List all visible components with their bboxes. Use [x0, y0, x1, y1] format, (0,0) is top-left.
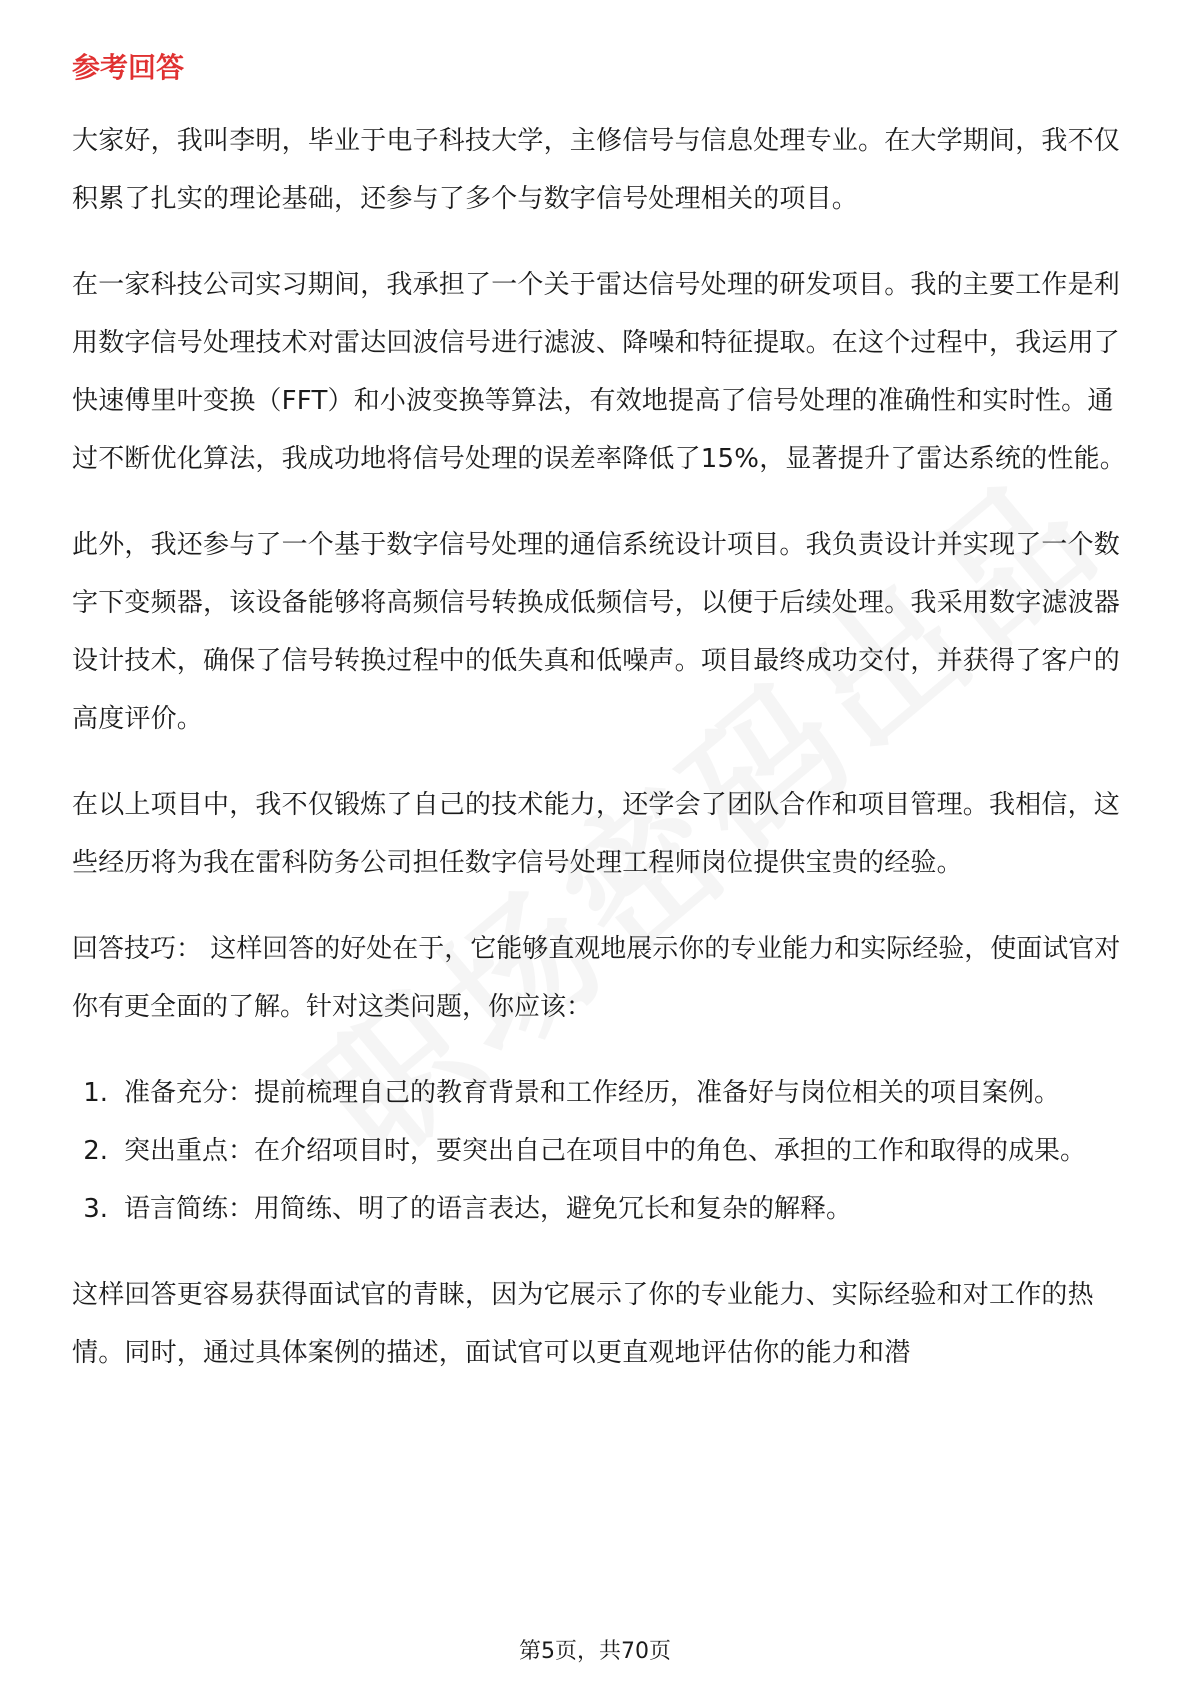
section-heading: 参考回答	[72, 51, 185, 84]
document-page	[72, 48, 1132, 1410]
list-item	[72, 1180, 1132, 1238]
paragraph-intro: 大家好，我叫李明，毕业于电子科技大学，主修信号与信息处理专业。在大学期间，我不仅积累了扎实的理论基础，还参与了多个与数字信号处理相关的项目。	[72, 126, 1121, 214]
list-item	[72, 1122, 1132, 1180]
list-number: 2.	[83, 1136, 108, 1166]
paragraph-summary: 在以上项目中，我不仅锻炼了自己的技术能力，还学会了团队合作和项目管理。我相信，这些经历将为我在雷科防务公司担任数字信号处理工程师岗位提供宝贵的经验。	[72, 790, 1121, 878]
list-text: 突出重点：在介绍项目时，要突出自己在项目中的角色、承担的工作和取得的成果。	[124, 1136, 1087, 1166]
list-item	[72, 1064, 1132, 1122]
list-text: 准备充分：提前梳理自己的教育背景和工作经历，准备好与岗位相关的项目案例。	[124, 1078, 1061, 1108]
page-number: 第5页，共70页	[519, 1639, 671, 1664]
paragraph-communication-project: 此外，我还参与了一个基于数字信号处理的通信系统设计项目。我负责设计并实现了一个数字下变频器，该设备能够将高频信号转换成低频信号，以便于后续处理。我采用数字滤波器设计技术，确保了信号转换过程中的低失真和低噪声。项目最终成功交付，并获得了客户的高度评价。	[72, 530, 1121, 734]
answer-tips: 回答技巧： 这样回答的好处在于，它能够直观地展示你的专业能力和实际经验，使面试官对你有更全面的了解。针对这类问题，你应该：	[72, 934, 1121, 1022]
list-number: 3.	[83, 1194, 108, 1224]
tips-list	[72, 1064, 1132, 1238]
list-number: 1.	[83, 1078, 108, 1108]
paragraph-internship: 在一家科技公司实习期间，我承担了一个关于雷达信号处理的研发项目。我的主要工作是利用数字信号处理技术对雷达回波信号进行滤波、降噪和特征提取。在这个过程中，我运用了快速傅里叶变换（FFT）和小波变换等算法，有效地提高了信号处理的准确性和实时性。通过不断优化算法，我成功地将信号处理的误差率降低了15%，显著提升了雷达系统的性能。	[72, 270, 1126, 474]
paragraph-closing: 这样回答更容易获得面试官的青睐，因为它展示了你的专业能力、实际经验和对工作的热情。同时，通过具体案例的描述，面试官可以更直观地评估你的能力和潜	[72, 1280, 1094, 1368]
list-text: 语言简练：用简练、明了的语言表达，避免冗长和复杂的解释。	[124, 1194, 853, 1224]
